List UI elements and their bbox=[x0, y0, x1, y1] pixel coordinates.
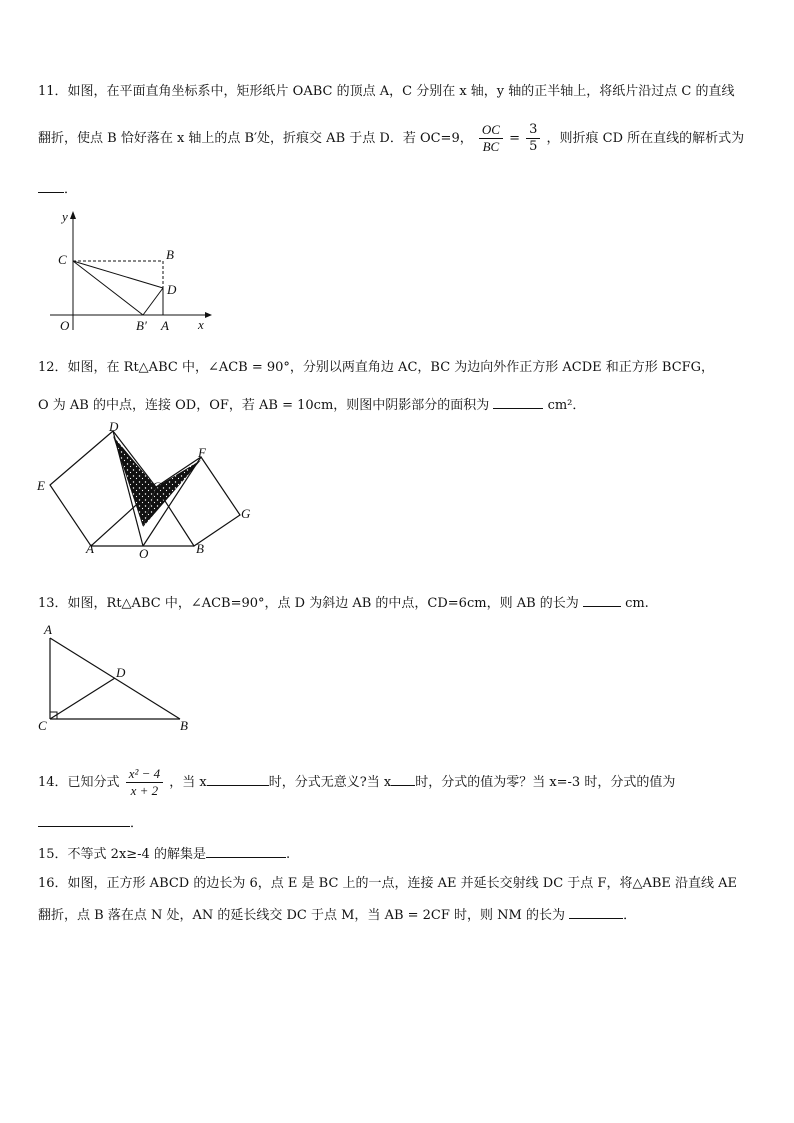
q11-segment-bpd bbox=[143, 288, 163, 315]
q13-median-cd bbox=[50, 678, 115, 719]
q14-answer-blank-3[interactable] bbox=[38, 814, 130, 827]
q11-label-bprime: B′ bbox=[136, 318, 147, 333]
q11-fraction-oc-bc: $\frac{OC}{BC}$ bbox=[479, 122, 503, 155]
q11-label-y: y bbox=[62, 209, 68, 224]
q13-label-c: C bbox=[38, 718, 47, 733]
q11-label-d: D bbox=[167, 282, 177, 297]
q11-line2: 翻折，使点 B 恰好落在 x 轴上的点 B′处，折痕交 AB 于点 D．若 OC=9， $\frac{OC}{BC}$ = $\frac{3}{5}$ ，则折痕 CD 所在直线的解析式为 bbox=[38, 122, 745, 154]
q11-label-o: O bbox=[60, 318, 70, 333]
q11-crease-cd bbox=[73, 261, 163, 288]
q14-line1: 14．已知分式 $\frac{\text{x² − 4}}{x + 2}$ ，当 x 时，分式无意义?当 x 时，分式的值为零？当 x=-3 时，分式的值为 bbox=[38, 766, 676, 798]
q11-line2a: 翻折，使点 B 恰好落在 x 轴上的点 B′处，折痕交 AB 于点 D．若 OC=9， bbox=[38, 131, 473, 146]
q11-line2b: ，则折痕 CD 所在直线的解析式为 bbox=[546, 131, 745, 146]
q12-label-g: G bbox=[241, 506, 251, 521]
q13-line1a: 13．如图，Rt△ABC 中，∠ACB=90°，点 D 为斜边 AB 的中点，CD=6cm，则 AB 的长为 bbox=[38, 596, 579, 611]
q15-line: 15．不等式 2x≥-4 的解集是 . bbox=[38, 847, 291, 862]
q13-label-a: A bbox=[44, 622, 52, 637]
q11-segment-cbp bbox=[73, 261, 143, 315]
q13-figure bbox=[36, 620, 201, 735]
q11-label-a: A bbox=[161, 318, 169, 333]
q11-line1: 11．如图，在平面直角坐标系中，矩形纸片 OABC 的顶点 A，C 分别在 x 轴，y 轴的正半轴上，将纸片沿过点 C 的直线 bbox=[38, 84, 735, 99]
q12-answer-blank[interactable] bbox=[493, 396, 543, 409]
q13-line1b: cm. bbox=[625, 596, 649, 611]
q12-line1: 12．如图，在 Rt△ABC 中，∠ACB = 90°，分别以两直角边 AC，BC 为边向外作正方形 ACDE 和正方形 BCFG， bbox=[38, 360, 715, 375]
q13-label-d: D bbox=[116, 665, 126, 680]
q12-square-bcfg bbox=[156, 457, 240, 546]
q16-line2: 翻折，点 B 落在点 N 处，AN 的延长线交 DC 于点 M，当 AB = 2CF 时，则 NM 的长为 ． bbox=[38, 908, 637, 923]
q12-label-a: A bbox=[86, 541, 94, 556]
q11-y-arrow-icon bbox=[70, 211, 76, 219]
q13-label-b: B bbox=[180, 718, 188, 733]
q11-label-c: C bbox=[58, 252, 67, 267]
q12-label-d: D bbox=[109, 420, 119, 434]
q12-label-c: C bbox=[152, 479, 161, 494]
q14-answer-blank-2[interactable] bbox=[391, 773, 415, 786]
q14-answer-blank-1[interactable] bbox=[207, 773, 269, 786]
q14-line2: ． bbox=[38, 814, 143, 832]
q14-fraction: $\frac{\text{x² − 4}}{x + 2}$ bbox=[126, 766, 163, 799]
q12-label-b: B bbox=[196, 541, 204, 556]
q11-label-b: B bbox=[166, 247, 174, 262]
q11-x-arrow-icon bbox=[205, 312, 212, 318]
q11-answer-blank[interactable] bbox=[38, 180, 64, 193]
q13-answer-blank[interactable] bbox=[583, 594, 621, 607]
q12-line2a: O 为 AB 的中点，连接 OD，OF，若 AB = 10cm，则图中阴影部分的面积为 bbox=[38, 398, 490, 413]
q12-label-o: O bbox=[139, 546, 149, 561]
q11-label-x: x bbox=[198, 317, 204, 332]
q12-line2 bbox=[38, 396, 585, 414]
q12-line2b: cm²． bbox=[547, 398, 586, 413]
q11-line3: ． bbox=[38, 180, 77, 198]
q12-figure bbox=[36, 420, 266, 565]
q16-line1: 16．如图，正方形 ABCD 的边长为 6，点 E 是 BC 上的一点，连接 AE 并延长交射线 DC 于点 F，将△ABE 沿直线 AE bbox=[38, 876, 738, 891]
q11-fraction-3-5: $\frac{3}{5}$ bbox=[526, 122, 540, 155]
q13-line1 bbox=[38, 594, 649, 612]
q11-figure bbox=[40, 205, 220, 335]
q12-label-e: E bbox=[37, 478, 45, 493]
q16-answer-blank[interactable] bbox=[569, 906, 623, 919]
q12-label-f: F bbox=[198, 445, 206, 460]
q15-answer-blank[interactable] bbox=[206, 845, 286, 858]
